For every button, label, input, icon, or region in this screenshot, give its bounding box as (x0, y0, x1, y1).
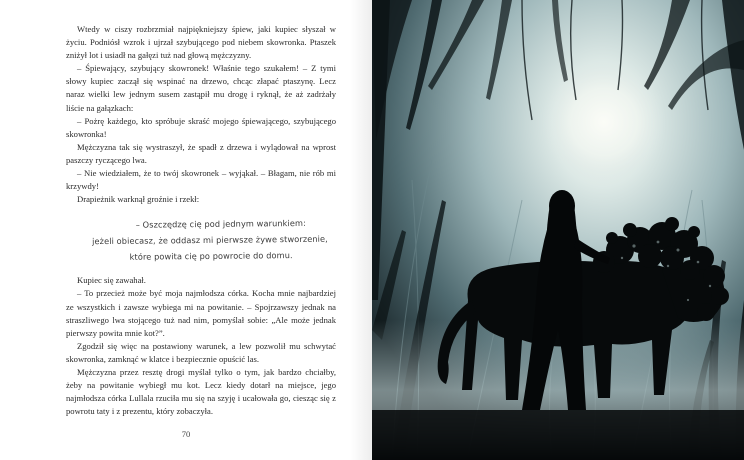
quote-line: jeżeli obiecasz, że oddasz mi pierwsze żywe stworzenie, (92, 233, 328, 247)
story-paragraph: – Nie wiedziałem, że to twój skowronek – wyjąkał. – Błagam, nie rób mi krzywdy! (66, 168, 336, 192)
ground-shadow (372, 410, 744, 460)
story-text-column (66, 23, 336, 418)
quote-line: które powita cię po powrocie do domu. (129, 250, 293, 263)
forest-lion-illustration (372, 0, 744, 460)
story-paragraph: Drapieżnik warknął groźnie i rzekł: (77, 194, 200, 205)
moon-icon (542, 60, 666, 184)
illustration-page (372, 0, 744, 460)
quote-line: – Oszczędzę cię pod jednym warunkiem: (135, 218, 306, 230)
story-paragraph: Kupiec się zawahał. (77, 275, 146, 286)
story-paragraph: Zgodził się więc na postawiony warunek, a lew pozwolił mu schwytać skowronka, zamknąć w klatce i bezpiecznie opuścić las. (66, 340, 336, 364)
page-number: 70 (181, 429, 191, 439)
story-paragraph: Wtedy w ciszy rozbrzmiał najpiękniejszy śpiew, jaki kupiec słyszał w życiu. Podniósł wzrok i ujrzał szybującego pod niebem skowronka. Ptaszek zniżył lot i usiadł na gałęzi tuż nad głową mężczyzny. (66, 24, 336, 61)
story-paragraph: Mężczyzna tak się wystraszył, że spadł z drzewa i wylądował na wprost paszczy ryczącego lwa. (66, 141, 336, 165)
gutter-shadow (350, 0, 372, 460)
story-paragraph: Mężczyzna przez resztę drogi myślał tylko o tym, jak bardzo chciałby, żeby na powitanie wybiegł mu kot. Lecz kiedy dotarł na miejsce, jego najmłodsza córka Lullala rzuciła mu się na szyję i ucałowała go, ciesząc się z powrotu taty i z prezentu, który zobaczyła. (66, 366, 336, 417)
lion-condition-quote (66, 215, 336, 266)
story-paragraph: – Śpiewający, szybujący skowronek! Właśnie tego szukałem! – Z tymi słowy kupiec zaczął się wspinać na drzewo, chcąc złapać ptaszynę. Lecz naraz wielki lew jednym susem zastąpił mu drogę i ryknął, że aż zadrżały liście na gałązkach: (66, 63, 336, 113)
story-paragraph: – Pożrę każdego, kto spróbuje skraść mojego śpiewającego, szybującego skowronka! (66, 115, 336, 139)
story-paragraph: – To przecież może być moja najmłodsza córka. Kocha mnie najbardziej ze wszystkich i zawsze wybiega mi na powitanie. – Spojrzawszy jednak na straszliwego lwa stojącego tuż nad nim, pomyślał sobie: „Ale może jednak pierwszy powita mnie kot?”. (66, 288, 336, 338)
